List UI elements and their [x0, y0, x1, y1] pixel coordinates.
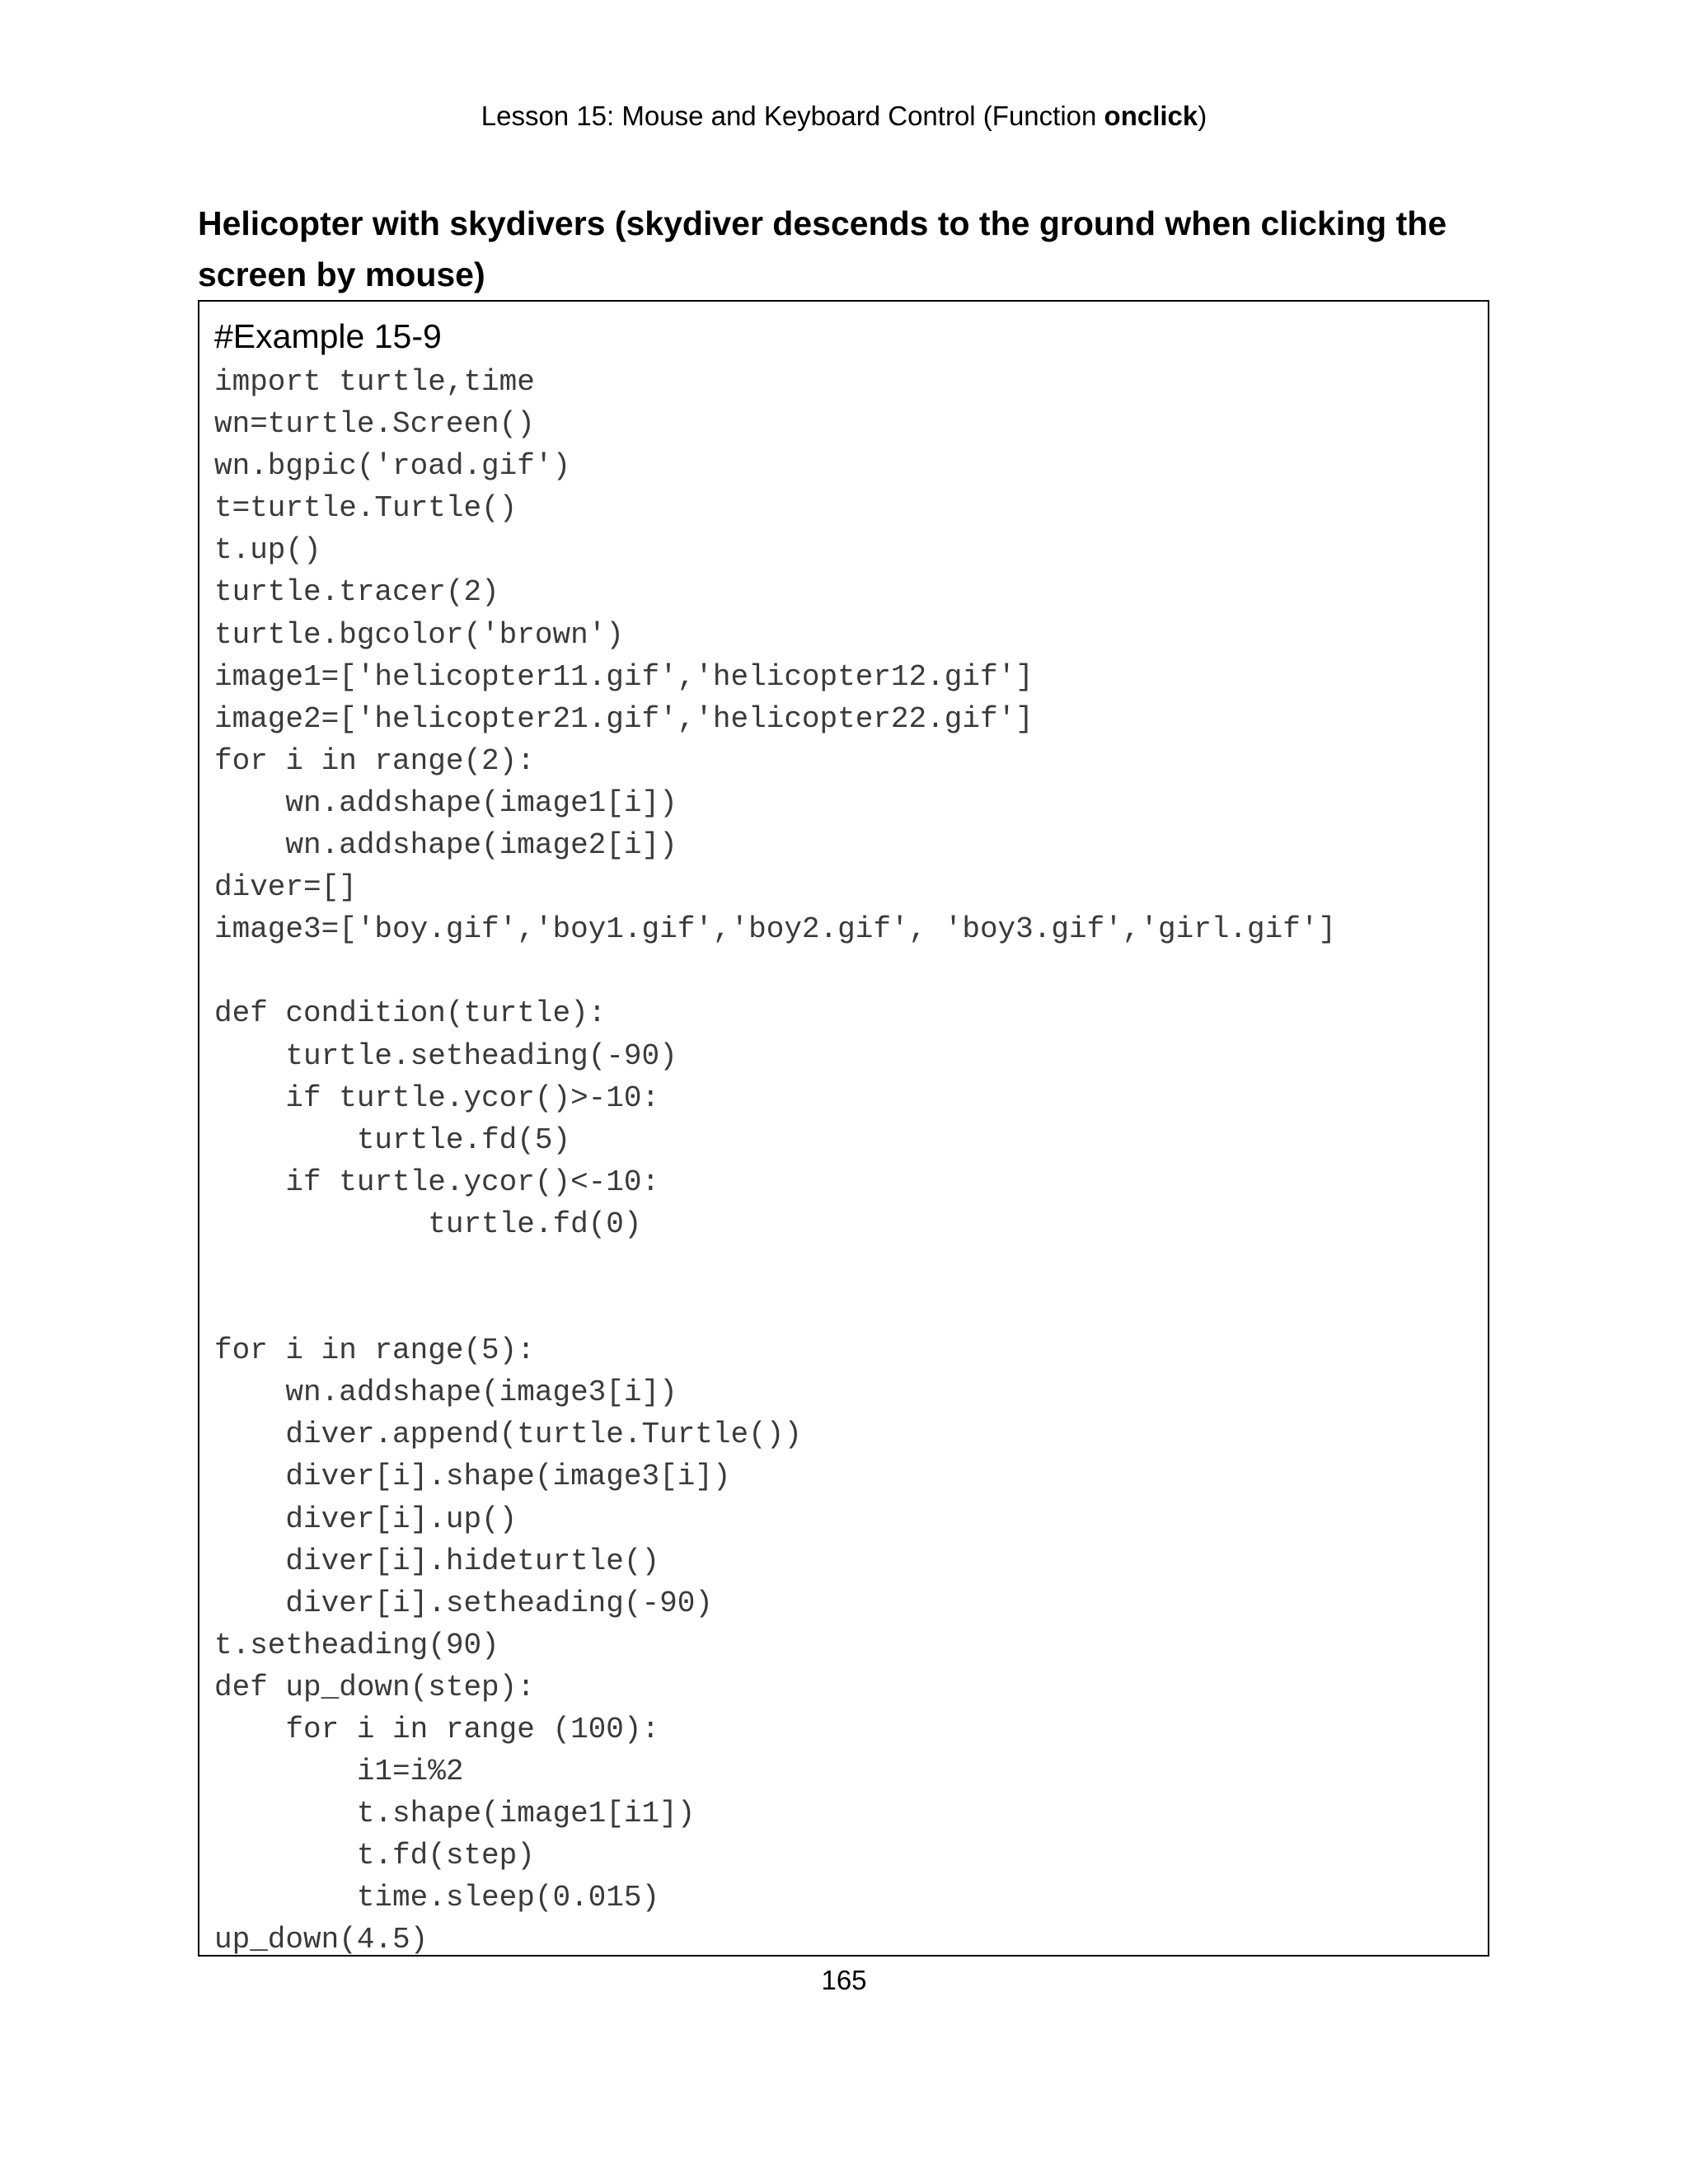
code-line: if turtle.ycor()>-10: [214, 1080, 660, 1115]
code-line: wn=turtle.Screen() [214, 407, 535, 442]
code-line: wn.addshape(image1[i]) [214, 785, 678, 820]
code-line: diver.append(turtle.Turtle()) [214, 1418, 802, 1452]
code-line: for i in range (100): [214, 1713, 660, 1746]
header-text: Lesson 15: Mouse and Keyboard Control (Function [481, 101, 1104, 131]
header-text-end: ) [1198, 101, 1207, 131]
code-line: if turtle.ycor()<-10: [214, 1165, 660, 1199]
code-line: diver[i].setheading(-90) [214, 1586, 713, 1620]
code-line: up_down(4.5) [214, 1923, 429, 1957]
code-line: wn.addshape(image2[i]) [214, 828, 678, 863]
code-line: turtle.fd(0) [214, 1207, 642, 1241]
code-line: wn.bgpic('road.gif') [214, 449, 571, 484]
code-line: diver[i].shape(image3[i]) [214, 1460, 731, 1494]
example-label: #Example 15-9 [214, 317, 442, 355]
code-line: turtle.tracer(2) [214, 575, 499, 610]
code-line: image3=['boy.gif','boy1.gif','boy2.gif', 'boy3.gif','girl.gif'] [214, 912, 1337, 947]
section-title: Helicopter with skydivers (skydiver descends to the ground when clicking the screen by mouse) [198, 204, 1447, 293]
code-line: wn.addshape(image3[i]) [214, 1376, 678, 1410]
code-line: for i in range(2): [214, 743, 535, 778]
code-line: turtle.setheading(-90) [214, 1038, 678, 1073]
code-line: diver[i].up() [214, 1502, 518, 1536]
code-line: time.sleep(0.015) [214, 1881, 660, 1915]
code-line: i1=i%2 [214, 1755, 464, 1789]
code-line: image1=['helicopter11.gif','helicopter12.gif'] [214, 659, 1034, 694]
code-line: diver[i].hideturtle() [214, 1544, 660, 1578]
code-line [214, 1245, 1479, 1287]
page-number: 165 [821, 1965, 867, 1995]
code-line: diver=[] [214, 870, 357, 905]
page-header [0, 97, 1688, 135]
code-line [214, 950, 1479, 992]
header-function-name: onclick [1104, 101, 1198, 131]
code-line: t.setheading(90) [214, 1628, 499, 1662]
code-line: turtle.fd(5) [214, 1122, 571, 1157]
code-line: def condition(turtle): [214, 996, 607, 1031]
code-line: for i in range(5): [214, 1333, 535, 1368]
code-block [214, 361, 1479, 1961]
code-line: import turtle,time [214, 365, 535, 399]
code-line [214, 1287, 1479, 1329]
code-line: t.fd(step) [214, 1839, 535, 1873]
code-line: t.shape(image1[i1]) [214, 1797, 696, 1831]
code-line: t=turtle.Turtle() [214, 491, 518, 526]
code-line: turtle.bgcolor('brown') [214, 617, 624, 652]
code-line: image2=['helicopter21.gif','helicopter22.gif'] [214, 701, 1034, 736]
code-line: def up_down(step): [214, 1670, 535, 1704]
code-example-box [198, 300, 1489, 1957]
code-line: t.up() [214, 533, 321, 568]
